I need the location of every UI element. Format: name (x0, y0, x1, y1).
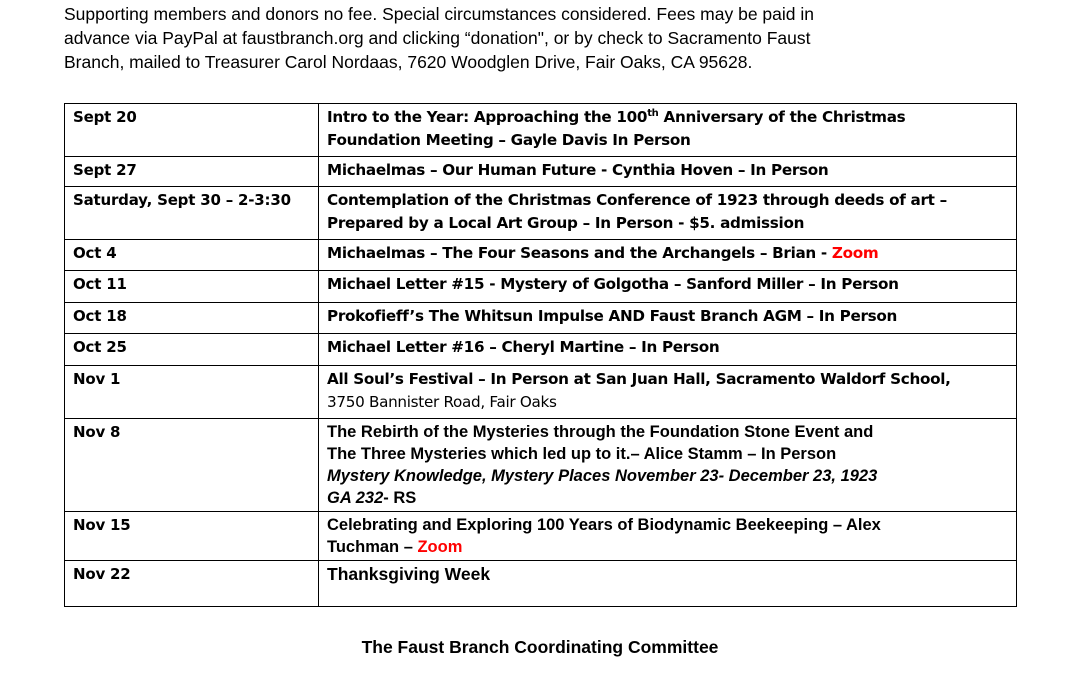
event-date: Saturday, Sept 30 – 2-3:30 (65, 187, 319, 240)
event-text: Celebrating and Exploring 100 Years of Biodynamic Beekeeping – Alex (327, 516, 881, 534)
intro-paragraph (64, 2, 1024, 74)
event-date: Oct 4 (65, 240, 319, 271)
event-date: Sept 27 (65, 157, 319, 187)
event-date: Nov 22 (65, 561, 319, 607)
event-description (319, 419, 1017, 512)
event-description: Michaelmas – Our Human Future - Cynthia Hoven – In Person (319, 157, 1017, 187)
event-description (319, 104, 1017, 157)
table-row (65, 271, 1017, 303)
footer-signature: The Faust Branch Coordinating Committee (361, 637, 719, 657)
table-row (65, 104, 1017, 157)
event-text: Anniversary of the Christmas (658, 108, 906, 126)
event-text: Prepared by a Local Art Group – In Person - $5. admission (327, 214, 805, 232)
event-text: All Soul’s Festival – In Person at San Juan Hall, Sacramento Waldorf School, (327, 370, 951, 388)
event-text: - RS (383, 489, 417, 507)
table-row (65, 303, 1017, 334)
event-date: Oct 18 (65, 303, 319, 334)
event-text: The Three Mysteries which led up to it.– Alice Stamm – In Person (327, 445, 837, 463)
table-row (65, 366, 1017, 419)
event-description: Michael Letter #16 – Cheryl Martine – In Person (319, 334, 1017, 366)
zoom-label: Zoom (831, 244, 879, 262)
event-description: Thanksgiving Week (319, 561, 1017, 607)
table-row (65, 561, 1017, 607)
intro-line: Supporting members and donors no fee. Special circumstances considered. Fees may be paid in (64, 4, 814, 24)
schedule-table (64, 103, 1017, 607)
event-description (319, 512, 1017, 561)
table-row (65, 334, 1017, 366)
intro-line: Branch, mailed to Treasurer Carol Nordaas, 7620 Woodglen Drive, Fair Oaks, CA 95628. (64, 52, 753, 72)
event-description (319, 187, 1017, 240)
event-date: Nov 1 (65, 366, 319, 419)
event-text: Tuchman – (327, 538, 418, 556)
zoom-label: Zoom (417, 538, 463, 556)
event-text: 3750 Bannister Road, Fair Oaks (327, 393, 557, 411)
table-row (65, 240, 1017, 271)
table-row (65, 419, 1017, 512)
event-description: Michael Letter #15 - Mystery of Golgotha – Sanford Miller – In Person (319, 271, 1017, 303)
event-text: The Rebirth of the Mysteries through the Foundation Stone Event and (327, 423, 874, 441)
event-text: Mystery Knowledge, Mystery Places November 23- December 23, 1923 (327, 467, 878, 485)
event-date: Nov 8 (65, 419, 319, 512)
event-description (319, 240, 1017, 271)
intro-line: advance via PayPal at faustbranch.org and clicking “donation", or by check to Sacramento Faust (64, 28, 811, 48)
event-description: Prokofieff’s The Whitsun Impulse AND Faust Branch AGM – In Person (319, 303, 1017, 334)
superscript: th (647, 107, 659, 119)
event-text: GA 232 (327, 489, 384, 507)
event-description (319, 366, 1017, 419)
event-date: Oct 25 (65, 334, 319, 366)
table-row (65, 157, 1017, 187)
event-date: Nov 15 (65, 512, 319, 561)
event-text: Foundation Meeting – Gayle Davis In Person (327, 131, 691, 149)
event-text: Michaelmas – The Four Seasons and the Archangels – Brian - (327, 244, 832, 262)
table-row (65, 187, 1017, 240)
event-date: Oct 11 (65, 271, 319, 303)
event-date: Sept 20 (65, 104, 319, 157)
event-text: Contemplation of the Christmas Conference of 1923 through deeds of art – (327, 191, 947, 209)
event-text: Intro to the Year: Approaching the 100 (327, 108, 648, 126)
table-row (65, 512, 1017, 561)
